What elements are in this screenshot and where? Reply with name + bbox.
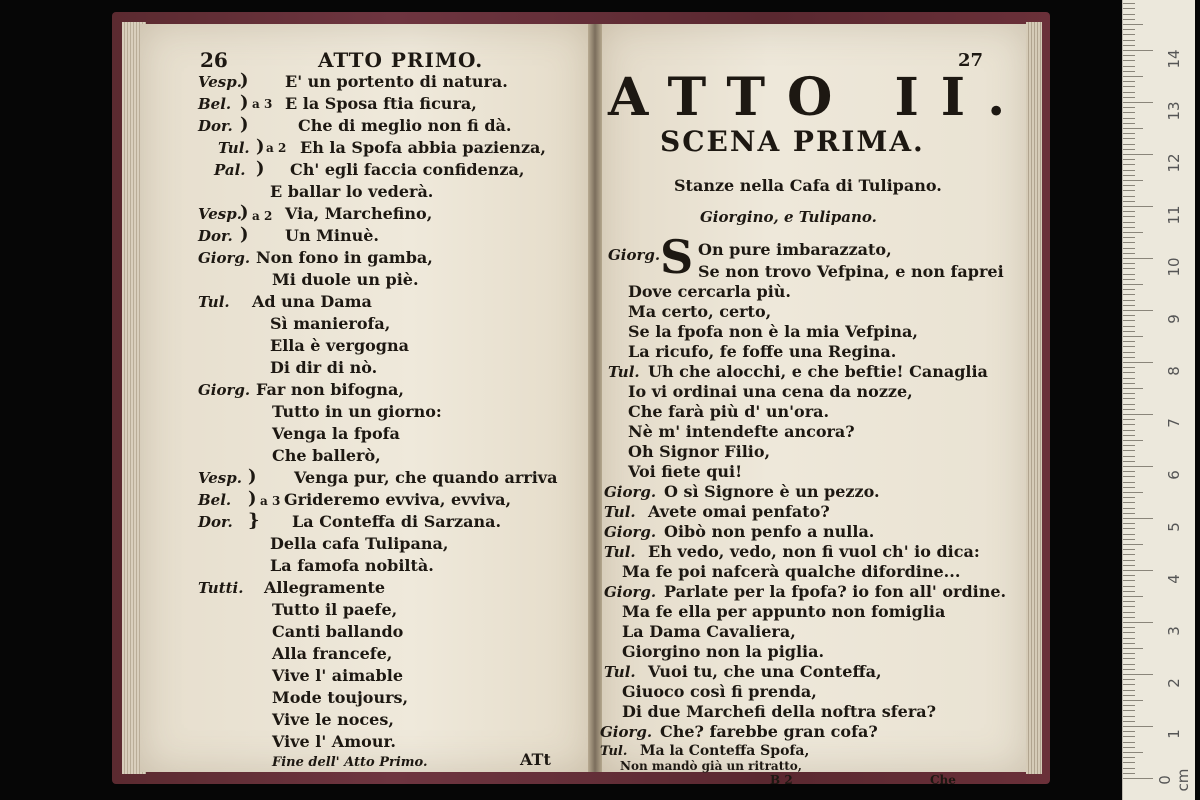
ruler-tick: [1123, 752, 1143, 753]
ruler-tick: [1123, 684, 1135, 685]
verse-line: Allegramente: [264, 578, 386, 597]
verse-line: Nè m' intendefte ancora?: [628, 422, 855, 441]
ruler-tick: [1123, 404, 1135, 405]
ruler-tick: [1123, 435, 1135, 436]
ruler-tick: [1123, 284, 1143, 285]
ruler-tick: [1123, 300, 1135, 301]
verse-line: Io vi ordinai una cena da nozze,: [628, 382, 913, 401]
ruler-tick: [1123, 227, 1135, 228]
verse-line: E' un portento di natura.: [285, 72, 508, 91]
ruler-tick: [1123, 482, 1135, 483]
verse-line: Giuoco così fi prenda,: [622, 682, 817, 701]
verse-line: Eh la Spofa abbia pazienza,: [300, 138, 546, 157]
ruler-tick: [1123, 690, 1135, 691]
ruler-tick: [1123, 71, 1135, 72]
ruler-tick: [1123, 40, 1135, 41]
ruler-tick: [1123, 55, 1135, 56]
ruler-tick: [1123, 461, 1135, 462]
speaker: Dor.: [198, 227, 233, 245]
ruler-tick: [1123, 476, 1135, 477]
ruler-tick: [1123, 586, 1135, 587]
verse-line: Non fono in gamba,: [256, 248, 433, 267]
ruler-tick: [1123, 237, 1135, 238]
ruler-tick: [1123, 591, 1135, 592]
ruler-tick: [1123, 653, 1135, 654]
ruler-tick: [1123, 606, 1135, 607]
verse-line: Che ballerò,: [272, 446, 381, 465]
ruler-tick: [1123, 736, 1135, 737]
ruler-tick: [1123, 305, 1135, 306]
speaker: Giorg.: [608, 246, 661, 264]
scene-setting: Stanze nella Cafa di Tulipano.: [674, 176, 942, 195]
ruler-tick: [1123, 185, 1135, 186]
ruler-tick: [1123, 778, 1153, 779]
ruler-tick: [1123, 554, 1135, 555]
ruler-tick: [1123, 669, 1135, 670]
ruler-tick: [1123, 679, 1135, 680]
verse-line: Vive l' aimable: [272, 666, 403, 685]
ruler-tick: [1123, 81, 1135, 82]
verse-line: Oh Signor Filio,: [628, 442, 771, 461]
brace: ): [240, 114, 249, 135]
speaker: Bel.: [198, 491, 232, 509]
ruler-tick: [1123, 159, 1135, 160]
ruler-tick: [1123, 414, 1153, 415]
ruler-label: 8: [1165, 366, 1183, 376]
verse-line: Ma la Conteffa Spofa,: [640, 743, 810, 759]
ruler-tick: [1123, 643, 1135, 644]
drop-cap: S: [660, 230, 694, 284]
ruler-tick: [1123, 258, 1153, 259]
verse-line: Che farà più d' un'ora.: [628, 402, 830, 421]
verse-line: Non mandò già un ritratto,: [620, 759, 802, 773]
verse-line: Voi fiete qui!: [628, 462, 743, 481]
verse-line: Giorgino non la piglia.: [622, 642, 825, 661]
ruler-tick: [1123, 648, 1143, 649]
speaker: Tul.: [198, 293, 230, 311]
running-header: ATTO PRIMO.: [318, 48, 484, 72]
ruler-label: 7: [1165, 418, 1183, 428]
verse-line: O sì Signore è un pezzo.: [664, 482, 880, 501]
verse-line: Far non bifogna,: [256, 380, 404, 399]
act-title: ATTO II.: [608, 67, 1028, 128]
verse-line: La famofa nobiltà.: [270, 556, 434, 575]
ruler-tick: [1123, 222, 1135, 223]
verse-line: On pure imbarazzato,: [698, 240, 892, 259]
ruler-tick: [1123, 128, 1143, 129]
ruler-label: 12: [1165, 153, 1183, 173]
verse-line: Ma fe ella per appunto non fomiglia: [622, 602, 946, 621]
ruler-tick: [1123, 627, 1135, 628]
brace: ): [240, 92, 249, 113]
ruler-tick: [1123, 211, 1135, 212]
ruler-tick: [1123, 138, 1135, 139]
ruler-tick: [1123, 201, 1135, 202]
ruler-tick: [1123, 310, 1153, 311]
verse-line: Uh che alocchi, e che beftie! Canaglia: [648, 362, 988, 381]
speaker: Tul.: [608, 363, 640, 381]
ruler-tick: [1123, 601, 1135, 602]
ruler-tick: [1123, 170, 1135, 171]
ruler-tick: [1123, 747, 1135, 748]
brace: ): [240, 202, 249, 223]
ruler-label: 4: [1165, 574, 1183, 584]
catchword-left: ATt: [520, 750, 551, 769]
ruler-tick: [1123, 45, 1135, 46]
ruler-tick: [1123, 367, 1135, 368]
verse-line: La Conteffa di Sarzana.: [292, 512, 502, 531]
ruler-tick: [1123, 60, 1135, 61]
ruler-tick: [1123, 336, 1143, 337]
speaker: Giorg.: [198, 249, 251, 267]
ruler-tick: [1123, 560, 1135, 561]
brace: }: [248, 510, 260, 531]
ruler-tick: [1123, 575, 1135, 576]
ruler-tick: [1123, 705, 1135, 706]
ruler-tick: [1123, 346, 1135, 347]
ruler-tick: [1123, 508, 1135, 509]
speaker: Bel.: [198, 95, 232, 113]
ruler-tick: [1123, 378, 1135, 379]
ruler-tick: [1123, 357, 1135, 358]
brace: ): [256, 136, 265, 157]
ruler-tick: [1123, 565, 1135, 566]
ruler-tick: [1123, 216, 1135, 217]
ruler-tick: [1123, 326, 1135, 327]
verse-line: La ricufo, fe foffe una Regina.: [628, 342, 897, 361]
ruler-tick: [1123, 534, 1135, 535]
ruler-label: 13: [1165, 101, 1183, 121]
verse-line: Canti ballando: [272, 622, 404, 641]
book-gutter: [588, 24, 602, 772]
verse-line: Parlate per la fpofa? io fon all' ordine.: [664, 582, 1007, 601]
ruler-tick: [1123, 154, 1153, 155]
ruler-tick: [1123, 268, 1135, 269]
page-edges-right: [1026, 22, 1042, 774]
ruler-tick: [1123, 279, 1135, 280]
speaker: Tul.: [604, 663, 636, 681]
speaker: Tul.: [218, 139, 250, 157]
speaker: Giorg.: [600, 723, 653, 741]
ruler-tick: [1123, 523, 1135, 524]
ruler-tick: [1123, 762, 1135, 763]
ruler-tick: [1123, 123, 1135, 124]
ruler-tick: [1123, 518, 1153, 519]
ruler-tick: [1123, 731, 1135, 732]
verse-line: Vive l' Amour.: [272, 732, 396, 751]
ruler-tick: [1123, 710, 1135, 711]
ensemble-marker: a 2: [266, 141, 287, 155]
ruler-tick: [1123, 513, 1135, 514]
ruler-tick: [1123, 320, 1135, 321]
ruler-tick: [1123, 34, 1135, 35]
ruler-tick: [1123, 19, 1135, 20]
ruler-tick: [1123, 315, 1135, 316]
ruler-tick: [1123, 580, 1135, 581]
ruler-tick: [1123, 341, 1135, 342]
ruler-tick: [1123, 570, 1153, 571]
ruler-label: 3: [1165, 626, 1183, 636]
ruler-tick: [1123, 383, 1135, 384]
ruler-label: 6: [1165, 470, 1183, 480]
ruler-tick: [1123, 419, 1135, 420]
ruler-tick: [1123, 3, 1135, 4]
speaker: Giorg.: [198, 381, 251, 399]
ruler-tick: [1123, 502, 1135, 503]
ruler-tick: [1123, 617, 1135, 618]
ruler-tick: [1123, 409, 1135, 410]
verse-line: E la Sposa ftia ficura,: [285, 94, 477, 113]
ruler-tick: [1123, 112, 1135, 113]
verse-line: Tutto in un giorno:: [272, 402, 442, 421]
verse-line: La Dama Cavaliera,: [622, 622, 796, 641]
ruler-tick: [1123, 539, 1135, 540]
ruler-tick: [1123, 8, 1135, 9]
ruler-tick: [1123, 253, 1135, 254]
verse-line: Della cafa Tulipana,: [270, 534, 449, 553]
verse-line: Ch' egli faccia confidenza,: [290, 160, 525, 179]
page-number-left: 26: [200, 48, 228, 72]
ruler-tick: [1123, 450, 1135, 451]
ruler-tick: [1123, 466, 1153, 467]
ruler-tick: [1123, 242, 1135, 243]
ruler-tick: [1123, 549, 1135, 550]
verse-line: Grideremo evviva, evviva,: [284, 490, 512, 509]
speaker: Vesp.: [198, 469, 242, 487]
verse-line: Ella è vergogna: [270, 336, 409, 355]
ruler-tick: [1123, 196, 1135, 197]
ruler-tick: [1123, 362, 1153, 363]
ruler-tick: [1123, 721, 1135, 722]
verse-line: Vuoi tu, che una Conteffa,: [648, 662, 882, 681]
speaker: Dor.: [198, 513, 233, 531]
ruler-tick: [1123, 294, 1135, 295]
scene-characters: Giorgino, e Tulipano.: [700, 208, 877, 226]
ruler-tick: [1123, 622, 1153, 623]
ruler-tick: [1123, 471, 1135, 472]
ruler-tick: [1123, 274, 1135, 275]
ruler-label: 1: [1165, 729, 1183, 739]
ruler-tick: [1123, 716, 1135, 717]
ruler-tick: [1123, 492, 1143, 493]
ruler-tick: [1123, 398, 1135, 399]
speaker: Tul.: [600, 744, 628, 759]
ruler-tick: [1123, 76, 1143, 77]
speaker: Tutti.: [198, 579, 244, 597]
verse-line: Se la fpofa non è la mia Vefpina,: [628, 322, 918, 341]
speaker: Giorg.: [604, 523, 657, 541]
ruler-tick: [1123, 544, 1143, 545]
ruler-tick: [1123, 528, 1135, 529]
ruler-tick: [1123, 388, 1143, 389]
ruler-tick: [1123, 632, 1135, 633]
verse-line: Un Minuè.: [285, 226, 379, 245]
verse-line: Che di meglio non fi dà.: [298, 116, 512, 135]
verse-line: Eh vedo, vedo, non fi vuol ch' io dica:: [648, 542, 980, 561]
brace: ): [248, 466, 257, 487]
ruler-tick: [1123, 118, 1135, 119]
end-of-act: Fine dell' Atto Primo.: [272, 755, 428, 770]
ruler-tick: [1123, 50, 1153, 51]
ruler-tick: [1123, 726, 1153, 727]
ruler-tick: [1123, 190, 1135, 191]
ruler-tick: [1123, 773, 1135, 774]
ruler-label: 5: [1165, 522, 1183, 532]
ruler-tick: [1123, 92, 1135, 93]
verse-line: Venga la fpofa: [272, 424, 400, 443]
ruler-tick: [1123, 768, 1135, 769]
ruler-tick: [1123, 424, 1135, 425]
ruler-tick: [1123, 658, 1135, 659]
brace: ): [256, 158, 265, 179]
ruler-tick: [1123, 612, 1135, 613]
verse-line: Sì manierofa,: [270, 314, 391, 333]
verse-line: Ad una Dama: [252, 292, 372, 311]
verse-line: Di due Marchefi della noftra sfera?: [622, 702, 937, 721]
ruler-tick: [1123, 14, 1135, 15]
measuring-ruler: [1122, 0, 1195, 800]
ruler-tick: [1123, 497, 1135, 498]
ruler-tick: [1123, 430, 1135, 431]
speaker: Tul.: [604, 503, 636, 521]
speaker: Vesp.: [198, 205, 242, 223]
ruler-label: 0 cm: [1156, 768, 1192, 792]
verse-line: Avete omai penfato?: [648, 502, 830, 521]
brace: ): [248, 488, 257, 509]
verse-line: Ma certo, certo,: [628, 302, 772, 321]
verse-line: Venga pur, che quando arriva: [294, 468, 558, 487]
ruler-tick: [1123, 487, 1135, 488]
speaker: Giorg.: [604, 583, 657, 601]
brace: ): [240, 224, 249, 245]
verse-line: Mi duole un piè.: [272, 270, 419, 289]
ruler-tick: [1123, 133, 1135, 134]
verse-line: Vive le noces,: [272, 710, 394, 729]
verse-line: Alla francefe,: [272, 644, 393, 663]
ruler-tick: [1123, 248, 1135, 249]
ruler-label: 2: [1165, 678, 1183, 688]
signature-mark: B 2: [770, 773, 793, 787]
ruler-tick: [1123, 456, 1135, 457]
ruler-tick: [1123, 445, 1135, 446]
catchword-right: Che: [930, 773, 956, 787]
verse-line: E ballar lo vederà.: [270, 182, 434, 201]
ruler-tick: [1123, 674, 1153, 675]
ruler-tick: [1123, 742, 1135, 743]
ruler-tick: [1123, 695, 1135, 696]
ruler-tick: [1123, 232, 1143, 233]
ruler-tick: [1123, 144, 1135, 145]
speaker: Tul.: [604, 543, 636, 561]
speaker: Giorg.: [604, 483, 657, 501]
ruler-tick: [1123, 664, 1135, 665]
page-number-right: 27: [958, 50, 984, 71]
verse-line: Dove cercarla più.: [628, 282, 791, 301]
brace: ): [240, 70, 249, 91]
ruler-tick: [1123, 66, 1135, 67]
ruler-tick: [1123, 331, 1135, 332]
ruler-tick: [1123, 164, 1135, 165]
ruler-label: 9: [1165, 314, 1183, 324]
speaker: Vesp.: [198, 73, 242, 91]
verse-line: Ma fe poi nafcerà qualche difordine...: [622, 562, 961, 581]
ruler-tick: [1123, 757, 1135, 758]
ruler-tick: [1123, 149, 1135, 150]
ruler-tick: [1123, 180, 1143, 181]
ruler-tick: [1123, 206, 1153, 207]
ruler-tick: [1123, 107, 1135, 108]
verse-line: Oibò non penfo a nulla.: [664, 522, 875, 541]
ruler-tick: [1123, 29, 1135, 30]
ruler-tick: [1123, 97, 1135, 98]
ruler-tick: [1123, 24, 1143, 25]
verse-line: Mode toujours,: [272, 688, 409, 707]
verse-line: Di dir di nò.: [270, 358, 378, 377]
verse-line: Che? farebbe gran cofa?: [660, 722, 878, 741]
ensemble-marker: a 3: [252, 97, 273, 111]
verse-line: Tutto il paefe,: [272, 600, 398, 619]
ruler-label: 11: [1165, 205, 1183, 225]
ruler-tick: [1123, 352, 1135, 353]
ruler-tick: [1123, 86, 1135, 87]
verse-line: Se non trovo Vefpina, e non faprei: [698, 262, 1004, 281]
ruler-label: 14: [1165, 49, 1183, 69]
ruler-label: 10: [1165, 257, 1183, 277]
verse-line: Via, Marchefino,: [285, 204, 433, 223]
ruler-tick: [1123, 700, 1143, 701]
ruler-tick: [1123, 289, 1135, 290]
ruler-tick: [1123, 263, 1135, 264]
speaker: Pal.: [214, 161, 246, 179]
speaker: Dor.: [198, 117, 233, 135]
ensemble-marker: a 2: [252, 209, 273, 223]
ruler-tick: [1123, 596, 1143, 597]
ruler-tick: [1123, 175, 1135, 176]
scene-title: SCENA PRIMA.: [660, 125, 925, 158]
ruler-tick: [1123, 638, 1135, 639]
ruler-tick: [1123, 393, 1135, 394]
ruler-tick: [1123, 372, 1135, 373]
ruler-tick: [1123, 440, 1143, 441]
ruler-tick: [1123, 102, 1153, 103]
ensemble-marker: a 3: [260, 494, 281, 508]
